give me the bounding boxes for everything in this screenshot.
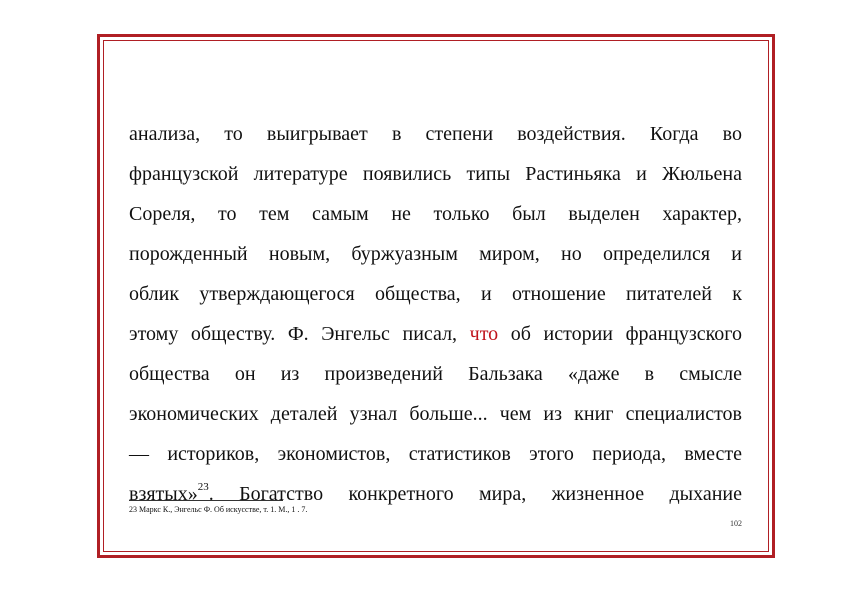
footnote-reference: 23 (197, 481, 209, 494)
text-line: общества он из произведений Бальзака «даже в смысле (129, 363, 742, 385)
text-line: французской литературе появились типы Растиньяка и Жюльена (129, 163, 742, 185)
text-line: — историков, экономистов, статистиков этого периода, вместе (129, 443, 742, 465)
text-segment: этому обществу. Ф. Энгельс писал, (129, 323, 458, 345)
text-segment: взятых» (129, 483, 198, 505)
text-line (129, 314, 742, 354)
text-segment: . Богатство конкретного мира, жизненное дыхание (208, 483, 742, 505)
text-line: Сореля, то тем самым не только был выделен характер, (129, 203, 742, 225)
text-line: анализа, то выигрывает в степени воздействия. Когда во (129, 123, 742, 145)
page-number: 102 (730, 519, 742, 528)
highlighted-word: что (469, 323, 499, 345)
footnote-separator (129, 500, 283, 501)
body-text (129, 114, 742, 514)
footnote: 23 Маркс К., Энгельс Ф. Об искусстве, т. 1. М., 1 . 7. (129, 505, 308, 514)
text-line: экономических деталей узнал больше... чем из книг специалистов (129, 403, 742, 425)
text-segment: об истории французского (510, 323, 743, 345)
text-line: облик утверждающегося общества, и отношение питателей к (129, 283, 742, 305)
text-line: порожденный новым, буржуазным миром, но определился и (129, 243, 742, 265)
